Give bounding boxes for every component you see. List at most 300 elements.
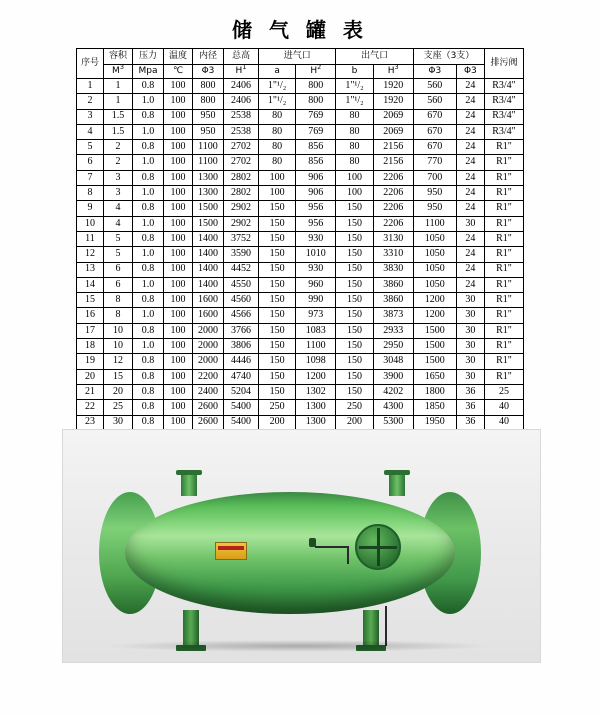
table-cell: 150 <box>336 262 373 277</box>
page-title: 储 气 罐 表 <box>232 18 368 42</box>
product-photo <box>62 429 541 663</box>
table-cell: 2000 <box>193 339 224 354</box>
table-cell: 18 <box>77 339 104 354</box>
table-cell: 150 <box>259 354 296 369</box>
table-row <box>77 277 524 292</box>
table-cell: 950 <box>193 124 224 139</box>
table-cell: 700 <box>413 170 456 185</box>
table-cell: 24 <box>456 79 484 94</box>
table-row <box>77 231 524 246</box>
table-cell: 150 <box>259 231 296 246</box>
table-cell: R1" <box>485 308 524 323</box>
table-cell: 150 <box>336 247 373 262</box>
table-cell: 3048 <box>373 354 413 369</box>
table-cell: 4740 <box>224 369 259 384</box>
table-cell: 24 <box>456 155 484 170</box>
table-cell: 769 <box>296 124 336 139</box>
th-inlet-h2: $H^2$ <box>296 65 336 79</box>
table-cell: R1" <box>485 201 524 216</box>
table-cell: 80 <box>259 109 296 124</box>
table-cell: 150 <box>336 293 373 308</box>
nameplate <box>215 542 247 560</box>
table-cell: 150 <box>259 339 296 354</box>
table-cell: 0.8 <box>133 140 164 155</box>
table-cell: 2206 <box>373 216 413 231</box>
table-cell: 1100 <box>193 140 224 155</box>
table-cell: 100 <box>336 186 373 201</box>
table-cell: 1.0 <box>133 94 164 109</box>
table-row <box>77 124 524 139</box>
table-cell: 9 <box>77 201 104 216</box>
table-row <box>77 384 524 399</box>
table-cell: 250 <box>336 400 373 415</box>
table-cell: 2600 <box>193 400 224 415</box>
table-cell: 4 <box>104 201 133 216</box>
table-cell: 1083 <box>296 323 336 338</box>
table-cell: 30 <box>456 339 484 354</box>
table-cell: 150 <box>336 354 373 369</box>
table-cell: 1.0 <box>133 247 164 262</box>
table-cell: 770 <box>413 155 456 170</box>
table-cell: 150 <box>259 262 296 277</box>
table-cell: 4202 <box>373 384 413 399</box>
table-cell: 800 <box>296 79 336 94</box>
table-cell: 80 <box>259 124 296 139</box>
table-cell: 80 <box>259 140 296 155</box>
table-header-row-top <box>77 49 524 65</box>
table-cell: 2933 <box>373 323 413 338</box>
table-cell: 1.0 <box>133 186 164 201</box>
table-cell: 0.8 <box>133 109 164 124</box>
table-cell: 100 <box>164 293 193 308</box>
table-cell: 150 <box>336 216 373 231</box>
table-cell: 560 <box>413 79 456 94</box>
table-cell: 1302 <box>296 384 336 399</box>
table-cell: 30 <box>456 216 484 231</box>
th-outlet-b: b <box>336 65 373 79</box>
table-cell: 80 <box>336 124 373 139</box>
table-cell: 1.0 <box>133 216 164 231</box>
table-cell: 3 <box>104 186 133 201</box>
table-cell: 2 <box>104 155 133 170</box>
table-cell: 30 <box>104 415 133 430</box>
table-cell: 100 <box>164 354 193 369</box>
table-row <box>77 323 524 338</box>
table-cell: 856 <box>296 140 336 155</box>
table-cell: 0.8 <box>133 415 164 430</box>
table-cell: 3873 <box>373 308 413 323</box>
table-cell: 100 <box>164 186 193 201</box>
table-cell: 3900 <box>373 369 413 384</box>
th-inlet: 进气口 <box>259 49 336 65</box>
table-cell: 0.8 <box>133 201 164 216</box>
table-cell: 40 <box>485 415 524 430</box>
th-support-d1: Φ3 <box>413 65 456 79</box>
table-cell: 1800 <box>413 384 456 399</box>
table-cell: 1200 <box>296 369 336 384</box>
th-support-d2: Φ3 <box>456 65 484 79</box>
table-cell: 4446 <box>224 354 259 369</box>
table-cell: 24 <box>456 124 484 139</box>
table-cell: 3310 <box>373 247 413 262</box>
table-cell: 15 <box>104 369 133 384</box>
table-cell: 1"¹/₂ <box>336 94 373 109</box>
table-cell: 1400 <box>193 277 224 292</box>
table-cell: 3590 <box>224 247 259 262</box>
table-row <box>77 140 524 155</box>
table-cell: 100 <box>164 155 193 170</box>
table-cell: 2902 <box>224 216 259 231</box>
th-index: 序号 <box>77 49 104 79</box>
table-cell: 100 <box>164 231 193 246</box>
table-cell: 2902 <box>224 201 259 216</box>
table-cell: 150 <box>259 323 296 338</box>
table-row <box>77 170 524 185</box>
table-cell: 906 <box>296 186 336 201</box>
table-cell: 3860 <box>373 293 413 308</box>
th-volume-unit: $M^3$ <box>104 65 133 79</box>
table-header-row-bottom <box>77 65 524 79</box>
table-cell: 2702 <box>224 140 259 155</box>
table-cell: 0.8 <box>133 384 164 399</box>
table-cell: 670 <box>413 140 456 155</box>
table-cell: 2 <box>104 140 133 155</box>
table-cell: 16 <box>77 308 104 323</box>
table-cell: 1650 <box>413 369 456 384</box>
table-cell: 0.8 <box>133 323 164 338</box>
table-cell: 100 <box>259 186 296 201</box>
table-header <box>77 49 524 79</box>
table-cell: 560 <box>413 94 456 109</box>
table-cell: 3752 <box>224 231 259 246</box>
table-cell: 5 <box>77 140 104 155</box>
photo-background <box>63 430 540 662</box>
table-cell: 24 <box>456 262 484 277</box>
table-cell: 2069 <box>373 124 413 139</box>
table-cell: 2702 <box>224 155 259 170</box>
th-total-height: 总高 <box>224 49 259 65</box>
table-cell: 100 <box>164 201 193 216</box>
table-cell: 2950 <box>373 339 413 354</box>
th-temperature-unit: ℃ <box>164 65 193 79</box>
table-cell: 150 <box>259 293 296 308</box>
table-cell: 1300 <box>193 186 224 201</box>
table-cell: 150 <box>259 201 296 216</box>
table-cell: 10 <box>104 323 133 338</box>
table-cell: 4550 <box>224 277 259 292</box>
table-cell: 100 <box>336 170 373 185</box>
gauge-pipe <box>315 546 349 548</box>
table-cell: 200 <box>259 415 296 430</box>
table-row <box>77 293 524 308</box>
table-cell: 1500 <box>193 216 224 231</box>
table-cell: 0.8 <box>133 262 164 277</box>
table-cell: 150 <box>259 247 296 262</box>
table-cell: 990 <box>296 293 336 308</box>
table-cell: 2206 <box>373 186 413 201</box>
table-cell: 1.0 <box>133 339 164 354</box>
table-cell: 1 <box>104 79 133 94</box>
table-cell: 800 <box>193 79 224 94</box>
table-cell: R1" <box>485 231 524 246</box>
table-cell: 150 <box>336 384 373 399</box>
table-cell: 150 <box>259 369 296 384</box>
table-cell: 100 <box>164 369 193 384</box>
table-cell: 670 <box>413 124 456 139</box>
th-outlet-h3: $H^3$ <box>373 65 413 79</box>
table-cell: 1"¹/₂ <box>259 79 296 94</box>
table-cell: 1100 <box>413 216 456 231</box>
table-cell: 1050 <box>413 277 456 292</box>
table-cell: 1050 <box>413 262 456 277</box>
table-cell: 100 <box>164 94 193 109</box>
table-cell: 100 <box>164 262 193 277</box>
table-cell: 956 <box>296 216 336 231</box>
table-cell: 5400 <box>224 400 259 415</box>
table-cell: 30 <box>456 308 484 323</box>
table-cell: R1" <box>485 155 524 170</box>
table-cell: 1920 <box>373 94 413 109</box>
table-cell: 3 <box>77 109 104 124</box>
table-cell: 1"¹/₂ <box>259 94 296 109</box>
table-cell: 150 <box>336 369 373 384</box>
table-cell: 100 <box>164 124 193 139</box>
table-cell: R1" <box>485 369 524 384</box>
table-cell: 956 <box>296 201 336 216</box>
table-cell: R1" <box>485 262 524 277</box>
table-cell: 1500 <box>413 339 456 354</box>
table-cell: 36 <box>456 384 484 399</box>
table-cell: 30 <box>456 369 484 384</box>
table-cell: 3130 <box>373 231 413 246</box>
table-cell: 5 <box>104 247 133 262</box>
table-cell: 14 <box>77 277 104 292</box>
table-cell: R1" <box>485 339 524 354</box>
table-cell: 100 <box>164 247 193 262</box>
table-cell: 1.0 <box>133 155 164 170</box>
table-cell: R1" <box>485 323 524 338</box>
table-cell: 19 <box>77 354 104 369</box>
th-total-height-unit: $H^1$ <box>224 65 259 79</box>
table-row <box>77 94 524 109</box>
table-row <box>77 216 524 231</box>
table-cell: 1 <box>77 79 104 94</box>
table-cell: 1500 <box>413 354 456 369</box>
table-cell: 80 <box>259 155 296 170</box>
table-cell: 8 <box>77 186 104 201</box>
table-cell: 30 <box>456 293 484 308</box>
table-cell: R1" <box>485 354 524 369</box>
table-cell: 4300 <box>373 400 413 415</box>
table-cell: 1400 <box>193 247 224 262</box>
table-row <box>77 186 524 201</box>
table-cell: 6 <box>104 262 133 277</box>
table-row <box>77 155 524 170</box>
table-cell: 1500 <box>413 323 456 338</box>
table-cell: 24 <box>456 201 484 216</box>
table-cell: 25 <box>485 384 524 399</box>
table-cell: 80 <box>336 155 373 170</box>
table-cell: 100 <box>164 384 193 399</box>
table-cell: 906 <box>296 170 336 185</box>
table-cell: 40 <box>485 400 524 415</box>
table-cell: 1400 <box>193 262 224 277</box>
table-cell: 1100 <box>296 339 336 354</box>
table-cell: R3/4" <box>485 79 524 94</box>
table-cell: 150 <box>336 339 373 354</box>
table-cell: 1200 <box>413 293 456 308</box>
table-cell: 21 <box>77 384 104 399</box>
table-cell: 100 <box>164 339 193 354</box>
table-cell: 7 <box>77 170 104 185</box>
table-cell: 2406 <box>224 94 259 109</box>
table-cell: 1.0 <box>133 124 164 139</box>
photo-shadow <box>103 640 493 652</box>
table-cell: 1100 <box>193 155 224 170</box>
table-cell: 800 <box>296 94 336 109</box>
table-cell: 1050 <box>413 231 456 246</box>
table-cell: 1"¹/₂ <box>336 79 373 94</box>
table-cell: 930 <box>296 262 336 277</box>
table-cell: 6 <box>77 155 104 170</box>
table-cell: 24 <box>456 94 484 109</box>
table-cell: 1200 <box>413 308 456 323</box>
table-cell: 24 <box>456 170 484 185</box>
table-cell: 4566 <box>224 308 259 323</box>
table-cell: R1" <box>485 293 524 308</box>
table-cell: 11 <box>77 231 104 246</box>
table-cell: 100 <box>164 323 193 338</box>
table-cell: 2200 <box>193 369 224 384</box>
table-cell: 2538 <box>224 124 259 139</box>
table-cell: 24 <box>456 186 484 201</box>
th-pressure: 压力 <box>133 49 164 65</box>
table-cell: 2156 <box>373 140 413 155</box>
table-cell: 930 <box>296 231 336 246</box>
table-cell: 1400 <box>193 231 224 246</box>
table-row <box>77 79 524 94</box>
table-row <box>77 308 524 323</box>
table-cell: 8 <box>104 293 133 308</box>
table-cell: 30 <box>456 354 484 369</box>
table-cell: 0.8 <box>133 354 164 369</box>
table-cell: 950 <box>413 186 456 201</box>
table-cell: 960 <box>296 277 336 292</box>
table-cell: 24 <box>456 140 484 155</box>
table-cell: 200 <box>336 415 373 430</box>
table-cell: 24 <box>456 231 484 246</box>
table-cell: 150 <box>336 323 373 338</box>
table-cell: 4 <box>77 124 104 139</box>
table-row <box>77 400 524 415</box>
table-cell: 17 <box>77 323 104 338</box>
table-cell: 2406 <box>224 79 259 94</box>
table-cell: 8 <box>104 308 133 323</box>
table-cell: 2000 <box>193 354 224 369</box>
table-cell: 2156 <box>373 155 413 170</box>
table-cell: 1.5 <box>104 124 133 139</box>
table-cell: 100 <box>164 277 193 292</box>
table-cell: 1600 <box>193 293 224 308</box>
table-cell: 1.5 <box>104 109 133 124</box>
table-cell: 1600 <box>193 308 224 323</box>
table-row <box>77 201 524 216</box>
table-cell: 2600 <box>193 415 224 430</box>
tank-shell <box>125 492 455 614</box>
table-cell: R3/4" <box>485 109 524 124</box>
table-cell: 800 <box>193 94 224 109</box>
gauge-pipe-drop <box>347 546 349 564</box>
table-cell: 3860 <box>373 277 413 292</box>
table-cell: 3766 <box>224 323 259 338</box>
manhole-cover <box>355 524 401 570</box>
table-cell: 0.8 <box>133 170 164 185</box>
table-cell: 36 <box>456 400 484 415</box>
table-cell: 150 <box>259 277 296 292</box>
table-cell: 670 <box>413 109 456 124</box>
table-cell: 950 <box>413 201 456 216</box>
outlet-nozzle <box>389 474 405 496</box>
table-cell: 2000 <box>193 323 224 338</box>
table-row <box>77 354 524 369</box>
table-cell: 20 <box>104 384 133 399</box>
table-cell: 4452 <box>224 262 259 277</box>
table-cell: 6 <box>104 277 133 292</box>
table-cell: 2802 <box>224 186 259 201</box>
table-cell: 3 <box>104 170 133 185</box>
table-body <box>77 79 524 431</box>
table-cell: 12 <box>104 354 133 369</box>
table-cell: 24 <box>456 109 484 124</box>
table-cell: 1950 <box>413 415 456 430</box>
th-pressure-unit: Mpa <box>133 65 164 79</box>
table-cell: 5400 <box>224 415 259 430</box>
table-cell: R3/4" <box>485 124 524 139</box>
th-support: 支座（3支） <box>413 49 484 65</box>
table-cell: 0.8 <box>133 400 164 415</box>
table-cell: 1010 <box>296 247 336 262</box>
table-cell: 100 <box>164 415 193 430</box>
table-cell: 1300 <box>193 170 224 185</box>
table-cell: 1920 <box>373 79 413 94</box>
table-cell: 150 <box>336 277 373 292</box>
table-cell: 1500 <box>193 201 224 216</box>
table-cell: 22 <box>77 400 104 415</box>
table-cell: R1" <box>485 247 524 262</box>
table-cell: 2206 <box>373 170 413 185</box>
th-inlet-a: a <box>259 65 296 79</box>
table-cell: R1" <box>485 140 524 155</box>
spec-table <box>76 48 524 431</box>
table-cell: 10 <box>104 339 133 354</box>
table-cell: 973 <box>296 308 336 323</box>
inlet-nozzle <box>181 474 197 496</box>
table-cell: 1300 <box>296 415 336 430</box>
table-cell: 10 <box>77 216 104 231</box>
table-cell: 1.0 <box>133 308 164 323</box>
table-cell: 1098 <box>296 354 336 369</box>
table-cell: 769 <box>296 109 336 124</box>
table-cell: 100 <box>164 140 193 155</box>
table-row <box>77 109 524 124</box>
table-cell: 4 <box>104 216 133 231</box>
table-cell: 0.8 <box>133 79 164 94</box>
table-cell: 25 <box>104 400 133 415</box>
table-cell: 150 <box>259 216 296 231</box>
table-cell: 0.8 <box>133 231 164 246</box>
th-volume: 容积 <box>104 49 133 65</box>
table-cell: 150 <box>336 201 373 216</box>
